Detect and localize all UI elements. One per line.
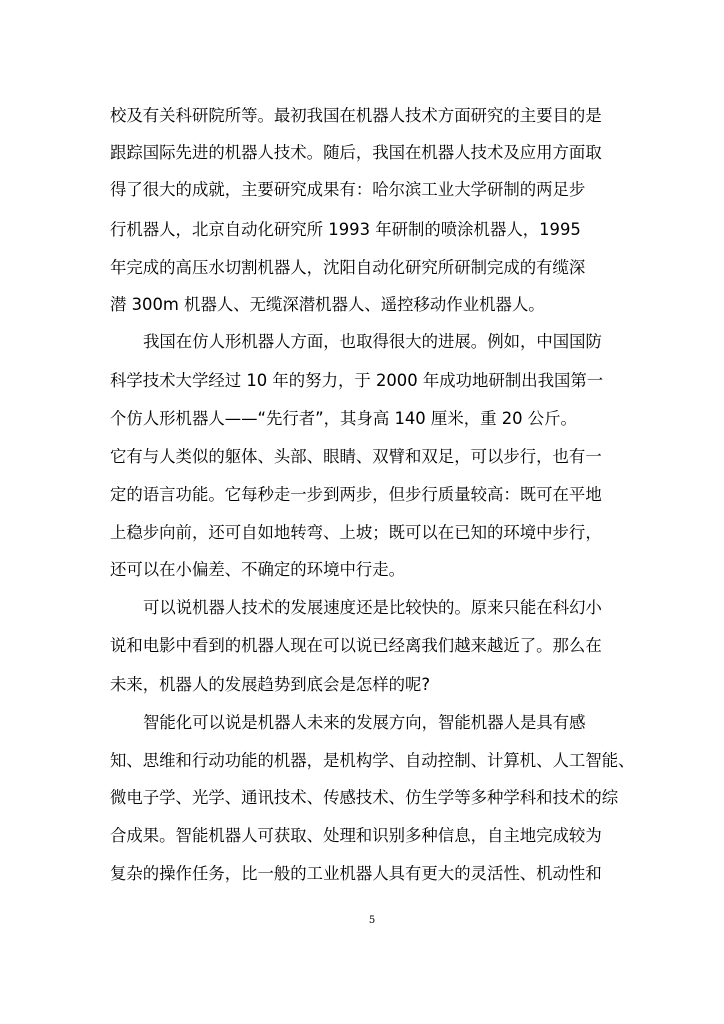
text-line: 微电子学、光学、通讯技术、传感技术、仿生学等多种学科和技术的综	[110, 788, 619, 807]
text-line: 年完成的高压水切割机器人，沈阳自动化研究所研制完成的有缆深	[110, 258, 586, 277]
text-line: 合成果。智能机器人可获取、处理和识别多种信息，自主地完成较为	[110, 826, 602, 845]
text-line: 科学技术大学经过 10 年的努力，于 2000 年成功地研制出我国第一	[110, 371, 604, 390]
text-line: 上稳步向前，还可自如地转弯、上坡；既可以在已知的环境中步行，	[110, 523, 602, 542]
text-line: 得了很大的成就，主要研究成果有：哈尔滨工业大学研制的两足步	[110, 180, 586, 199]
text-line: 潜 300m 机器人、无缆深潜机器人、遥控移动作业机器人。	[110, 295, 545, 314]
paragraph-start-line: 智能化可以说是机器人未来的发展方向，智能机器人是具有感	[143, 713, 586, 732]
paragraph-start-line: 可以说机器人技术的发展速度还是比较快的。原来只能在科幻小	[143, 598, 602, 617]
text-line: 个仿人形机器人——“先行者”，其身高 140 厘米，重 20 公斤。	[110, 409, 577, 428]
text-line: 还可以在小偏差、不确定的环境中行走。	[110, 560, 406, 579]
text-line: 未来，机器人的发展趋势到底会是怎样的呢?	[110, 675, 431, 694]
text-line: 它有与人类似的躯体、头部、眼睛、双臂和双足，可以步行，也有一	[110, 447, 602, 466]
text-line: 复杂的操作任务，比一般的工业机器人具有更大的灵活性、机动性和	[110, 864, 602, 883]
paragraph-start-line: 我国在仿人形机器人方面，也取得很大的进展。例如，中国国防	[143, 332, 602, 351]
text-line: 行机器人，北京自动化研究所 1993 年研制的喷涂机器人，1995	[110, 220, 581, 239]
text-line: 知、思维和行动功能的机器，是机构学、自动控制、计算机、人工智能、	[110, 751, 635, 770]
text-line: 跟踪国际先进的机器人技术。随后，我国在机器人技术及应用方面取	[110, 143, 602, 162]
text-line: 定的语言功能。它每秒走一步到两步，但步行质量较高：既可在平地	[110, 485, 602, 504]
text-line: 校及有关科研院所等。最初我国在机器人技术方面研究的主要目的是	[110, 106, 602, 125]
page-number: 5	[368, 915, 376, 926]
text-line: 说和电影中看到的机器人现在可以说已经离我们越来越近了。那么在	[110, 636, 602, 655]
